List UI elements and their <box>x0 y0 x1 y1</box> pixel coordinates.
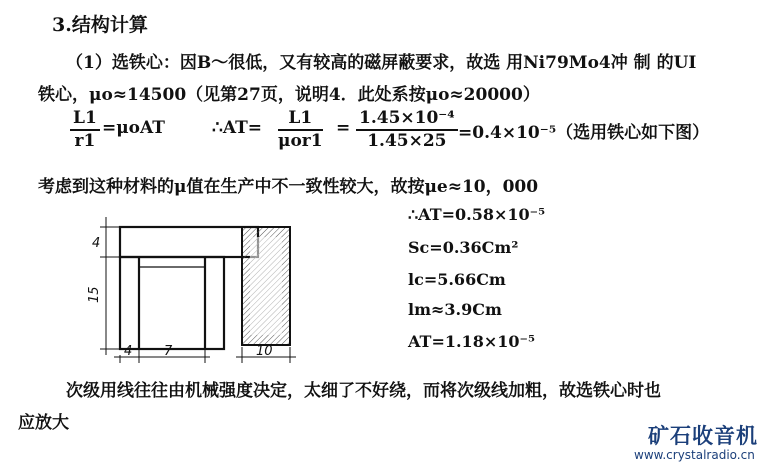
section-heading: 3.结构计算 <box>52 14 148 36</box>
dim-width-label: 10 <box>256 344 273 359</box>
result-sc: Sc=0.36Cm² <box>408 238 519 257</box>
equation-rhs: =μoAT <box>102 118 165 138</box>
core-stack-side-view <box>242 227 290 345</box>
paragraph-1-line-1: （1）选铁心：因B～很低，又有较高的磁屏蔽要求，故选 用Ni79Mo4冲 制 的UI <box>66 53 697 73</box>
result-at-final: AT=1.18×10⁻⁵ <box>408 332 535 351</box>
ui-core-drawing <box>120 227 258 349</box>
result-lc: lc=5.66Cm <box>408 270 506 289</box>
consideration-line: 考虑到这种材料的μ值在生产中不一致性较大，故按μe≈10，000 <box>38 177 539 197</box>
watermark-logo-text: 矿石收音机 <box>648 424 758 448</box>
fraction-numerator: L1 <box>278 108 323 131</box>
fraction-denominator: 1.45×25 <box>367 131 447 151</box>
watermark-url: www.crystalradio.cn <box>634 448 755 462</box>
result-at: ∴AT=0.58×10⁻⁵ <box>408 205 546 224</box>
paragraph-2-line-1: 次级用线往往由机械强度决定，太细了不好绕，而将次级线加粗，故选铁心时也 <box>66 381 661 401</box>
fraction-numeric <box>356 108 458 152</box>
fraction-denominator: μor1 <box>278 131 323 151</box>
dim-top-label: 4 <box>92 236 101 251</box>
therefore-at: ∴AT= <box>212 118 262 138</box>
dim-height-label: 15 <box>87 286 102 303</box>
dim-bottom-left-label: 4 <box>124 344 133 359</box>
result-lm: lm≈3.9Cm <box>408 300 502 319</box>
fraction-numerator: L1 <box>70 108 100 131</box>
paragraph-2-line-2: 应放大 <box>18 413 69 433</box>
fraction-denominator: r1 <box>74 131 96 151</box>
equation-result: =0.4×10⁻⁵（选用铁心如下图） <box>458 123 710 143</box>
fraction-numerator: 1.45×10⁻⁴ <box>356 108 458 131</box>
paragraph-1-line-2: 铁心，μo≈14500（见第27页，说明4．此处系按μo≈20000） <box>38 85 540 105</box>
core-diagram <box>70 205 380 365</box>
fraction-l1-over-mu-r1 <box>278 108 323 152</box>
dim-bottom-right-label: 7 <box>164 344 173 359</box>
fraction-l1-over-r1 <box>70 108 100 152</box>
equals-sign: = <box>336 118 351 138</box>
